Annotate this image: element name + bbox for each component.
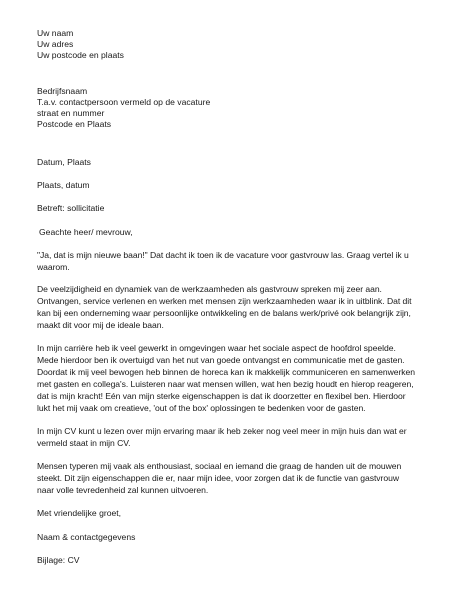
recipient-street: straat en nummer bbox=[37, 108, 105, 118]
paragraph-2-line: maakt dit voor mij de ideale baan. bbox=[37, 320, 164, 330]
paragraph-3-line: Doordat ik mij veel bewogen heb binnen de horeca kan ik makkelijk communiceren en samenwerken bbox=[37, 367, 415, 377]
paragraph-1 bbox=[37, 249, 433, 273]
signature-line: Naam & contactgegevens bbox=[37, 532, 136, 542]
subject-line: Betreft: sollicitatie bbox=[37, 203, 105, 213]
paragraph-1-line: waarom. bbox=[37, 262, 70, 272]
paragraph-2-line: kan bij een onderneming waar persoonlijke ontwikkeling en de balans werk/privé ook belangrijk zijn, bbox=[37, 308, 411, 318]
paragraph-3-line: Mede hierdoor ben ik overtuigd van het nut van goede ontvangst en communicatie met de gasten. bbox=[37, 355, 405, 365]
salutation: Geachte heer/ mevrouw, bbox=[39, 227, 133, 237]
paragraph-3-line: dat is mijn kracht! Eén van mijn sterke eigenschappen is dat ik doorzetter en flexibel ben. Hierdoor bbox=[37, 391, 406, 401]
place-date-line: Plaats, datum bbox=[37, 180, 90, 190]
paragraph-3-line: lukt het mij vaak om creatieve, 'out of the box' oplossingen te bedenken voor de gasten. bbox=[37, 403, 366, 413]
closing-line: Met vriendelijke groet, bbox=[37, 508, 122, 518]
paragraph-3 bbox=[37, 342, 433, 414]
paragraph-2-line: De veelzijdigheid en dynamiek van de werkzaamheden als gastvrouw spreken mij zeer aan. bbox=[37, 284, 382, 294]
paragraph-3-line: met gasten en collega's. Luisteren naar wat mensen willen, wat hen bezig houdt en hierop reageren, bbox=[37, 379, 414, 389]
paragraph-4-line: vermeld staat in mijn CV. bbox=[37, 438, 131, 448]
recipient-attention: T.a.v. contactpersoon vermeld op de vacature bbox=[37, 97, 211, 107]
paragraph-5-line: naar volle tevredenheid zal kunnen uitvoeren. bbox=[37, 485, 209, 495]
attachment-line: Bijlage: CV bbox=[37, 555, 80, 565]
paragraph-3-line: In mijn carrière heb ik veel gewerkt in omgevingen waar het sociale aspect de hoofdrol speelde. bbox=[37, 343, 396, 353]
paragraph-2 bbox=[37, 283, 433, 331]
paragraph-1-line: "Ja, dat is mijn nieuwe baan!" Dat dacht ik toen ik de vacature voor gastvrouw las. Graag vertel ik u bbox=[37, 250, 409, 260]
date-place-line: Datum, Plaats bbox=[37, 157, 91, 167]
sender-address: Uw adres bbox=[37, 39, 74, 49]
paragraph-2-line: Ontvangen, service verlenen en werken met mensen zijn werkzaamheden waar ik in uitblink. Dat dit bbox=[37, 296, 412, 306]
sender-name: Uw naam bbox=[37, 28, 74, 38]
paragraph-5-line: Mensen typeren mij vaak als enthousiast, sociaal en iemand die graag de handen uit de mouwen bbox=[37, 461, 402, 471]
recipient-company: Bedrijfsnaam bbox=[37, 86, 88, 96]
recipient-postcode-city: Postcode en Plaats bbox=[37, 119, 112, 129]
paragraph-4 bbox=[37, 425, 433, 449]
paragraph-5-line: steekt. Dit zijn eigenschappen die er, naar mijn idee, voor zorgen dat ik de functie van gastvrouw bbox=[37, 473, 399, 483]
sender-postcode-city: Uw postcode en plaats bbox=[37, 50, 124, 60]
paragraph-4-line: In mijn CV kunt u lezen over mijn ervaring maar ik heb zeker nog veel meer in mijn huis dan wat er bbox=[37, 426, 407, 436]
paragraph-5 bbox=[37, 460, 433, 496]
